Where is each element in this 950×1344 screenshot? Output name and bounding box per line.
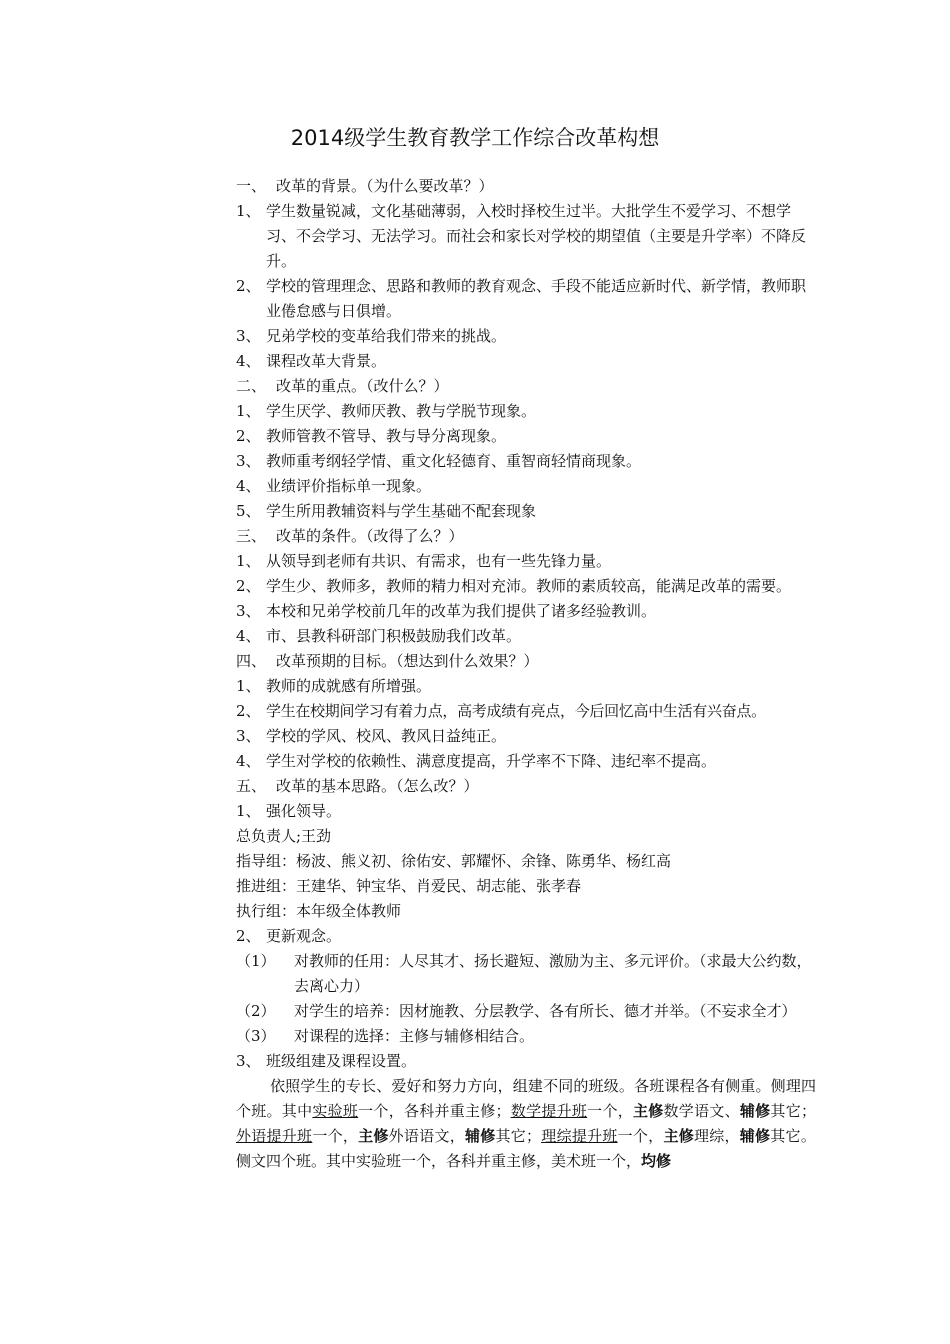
item-number: 3、	[236, 727, 261, 745]
bold-term: 辅修	[464, 1127, 496, 1145]
para-text: 一个，	[312, 1127, 359, 1145]
item-number: （2）	[236, 1002, 276, 1020]
list-item	[236, 624, 816, 649]
para-text: 理综，	[693, 1127, 740, 1145]
document-title: 2014级学生教育教学工作综合改革构想	[290, 126, 660, 150]
item-text: 更新观念。	[266, 927, 342, 945]
list-item	[236, 1049, 816, 1074]
list-item	[236, 749, 816, 774]
para-text: 其它；	[770, 1102, 816, 1120]
item-text: 业绩评价指标单一现象。	[266, 477, 432, 495]
item-text: 市、县教科研部门积极鼓励我们改革。	[266, 627, 522, 645]
section-heading	[236, 374, 816, 399]
para-text: 一个，各科并重主修；	[358, 1102, 511, 1120]
list-item	[236, 599, 816, 624]
item-text: 改革的条件。（改得了么？）	[276, 527, 464, 545]
list-item	[236, 349, 816, 374]
bold-term: 主修	[663, 1127, 694, 1145]
para-text: 数学语文、	[663, 1102, 740, 1120]
item-text: 改革的基本思路。（怎么改？）	[276, 777, 479, 795]
para-text: 其它；	[495, 1127, 542, 1145]
list-item	[236, 449, 816, 474]
item-number: 1、	[236, 202, 261, 220]
item-text: 兄弟学校的变革给我们带来的挑战。	[266, 327, 507, 345]
item-number: 3、	[236, 602, 261, 620]
item-text: 学生对学校的依赖性、满意度提高，升学率不下降、违纪率不提高。	[266, 752, 717, 770]
para-text: 依照学生的专长、爱好和努力方向，组建不同的班级。各班课程各有侧重。侧理四个班。其中	[236, 1077, 816, 1120]
sub-item	[236, 999, 816, 1024]
item-text: 强化领导。	[266, 802, 342, 820]
item-number: 4、	[236, 752, 261, 770]
item-text: 学校的管理理念、思路和教师的教育观念、手段不能适应新时代、新学情，教师职业倦怠感与日俱增。	[266, 277, 807, 320]
item-text: 班级组建及课程设置。	[266, 1052, 417, 1070]
item-number: 1、	[236, 402, 261, 420]
list-item	[236, 499, 816, 524]
item-number: 2、	[236, 577, 261, 595]
item-number: 1、	[236, 802, 261, 820]
item-number: 3、	[236, 452, 261, 470]
promote-group-line: 推进组：王建华、钟宝华、肖爱民、胡志能、张孝春	[236, 877, 582, 895]
bold-term: 辅修	[739, 1102, 771, 1120]
item-number: 1、	[236, 677, 261, 695]
para-text: 其它。侧文四个班。其中实验班一个，各科并重主修，美术班一个，	[236, 1127, 816, 1170]
list-item	[236, 199, 816, 274]
item-number: 2、	[236, 927, 261, 945]
bold-term: 均修	[641, 1152, 672, 1170]
item-number: 四、	[236, 652, 267, 670]
item-number: 3、	[236, 327, 261, 345]
underlined-term: 实验班	[312, 1102, 359, 1120]
item-text: 教师重考纲轻学情、重文化轻德育、重智商轻情商现象。	[266, 452, 642, 470]
bold-term: 主修	[632, 1102, 664, 1120]
item-number: 1、	[236, 552, 261, 570]
list-item	[236, 274, 816, 324]
item-number: 4、	[236, 477, 261, 495]
underlined-term: 数学提升班	[510, 1102, 588, 1120]
item-number: 2、	[236, 702, 261, 720]
item-text: 对学生的培养：因材施教、分层教学、各有所长、德才并举。（不妄求全才）	[294, 1002, 797, 1020]
item-number: 3、	[236, 1052, 261, 1070]
bold-term: 主修	[358, 1127, 389, 1145]
leader-line: 总负责人;王劲	[236, 827, 332, 845]
para-text: 一个，	[587, 1102, 633, 1120]
underlined-term: 理综提升班	[541, 1127, 618, 1145]
list-item	[236, 724, 816, 749]
list-item	[236, 324, 816, 349]
item-text: 本校和兄弟学校前几年的改革为我们提供了诸多经验教训。	[266, 602, 657, 620]
item-text: 改革的重点。（改什么？）	[276, 377, 449, 395]
list-item	[236, 574, 816, 599]
execute-group-line: 执行组：本年级全体教师	[236, 902, 402, 920]
item-number: 2、	[236, 427, 261, 445]
section-heading	[236, 649, 816, 674]
list-item	[236, 399, 816, 424]
section-heading	[236, 774, 816, 799]
item-number: 4、	[236, 627, 261, 645]
para-text: 一个，	[617, 1127, 664, 1145]
item-text: 学校的学风、校风、教风日益纯正。	[266, 727, 507, 745]
item-number: （3）	[236, 1027, 276, 1045]
bold-term: 辅修	[739, 1127, 771, 1145]
list-item	[236, 549, 816, 574]
item-number: 五、	[236, 777, 267, 795]
item-text: 学生厌学、教师厌教、教与学脱节现象。	[266, 402, 537, 420]
item-number: 二、	[236, 377, 267, 395]
list-item	[236, 924, 816, 949]
section-heading	[236, 174, 816, 199]
item-number: 2、	[236, 277, 261, 295]
item-text: 学生少、教师多，教师的精力相对充沛。教师的素质较高，能满足改革的需要。	[266, 577, 792, 595]
guide-group-line: 指导组：杨波、熊义初、徐佑安、郭耀怀、余锋、陈勇华、杨红高	[236, 852, 672, 870]
item-text: 教师管教不管导、教与导分离现象。	[266, 427, 507, 445]
item-number: 一、	[236, 177, 267, 195]
item-text: 对教师的任用：人尽其才、扬长避短、激励为主、多元评价。（求最大公约数，去离心力）	[294, 952, 812, 995]
para-text: 外语语文，	[388, 1127, 465, 1145]
item-number: 4、	[236, 352, 261, 370]
item-text: 改革预期的目标。（想达到什么效果？）	[276, 652, 539, 670]
item-text: 学生在校期间学习有着力点，高考成绩有亮点，今后回忆高中生活有兴奋点。	[266, 702, 766, 720]
item-text: 对课程的选择：主修与辅修相结合。	[294, 1027, 535, 1045]
document-body	[236, 174, 816, 1174]
underlined-term: 外语提升班	[236, 1127, 313, 1145]
item-text: 课程改革大背景。	[266, 352, 387, 370]
sub-item	[236, 949, 816, 999]
item-number: 三、	[236, 527, 267, 545]
item-text: 从领导到老师有共识、有需求，也有一些先锋力量。	[266, 552, 612, 570]
list-item	[236, 699, 816, 724]
item-text: 学生所用教辅资料与学生基础不配套现象	[266, 502, 537, 520]
section-heading	[236, 524, 816, 549]
item-text: 改革的背景。（为什么要改革？）	[276, 177, 494, 195]
list-item	[236, 474, 816, 499]
item-number: （1）	[236, 952, 276, 970]
list-item	[236, 674, 816, 699]
list-item	[236, 799, 816, 824]
sub-item	[236, 1024, 816, 1049]
item-number: 5、	[236, 502, 261, 520]
item-text: 教师的成就感有所增强。	[266, 677, 432, 695]
item-text: 学生数量锐减，文化基础薄弱，入校时择校生过半。大批学生不爱学习、不想学习、不会学习、无法学习。而社会和家长对学校的期望值（主要是升学率）不降反升。	[266, 202, 807, 270]
list-item	[236, 424, 816, 449]
class-setup-paragraph	[236, 1074, 816, 1174]
